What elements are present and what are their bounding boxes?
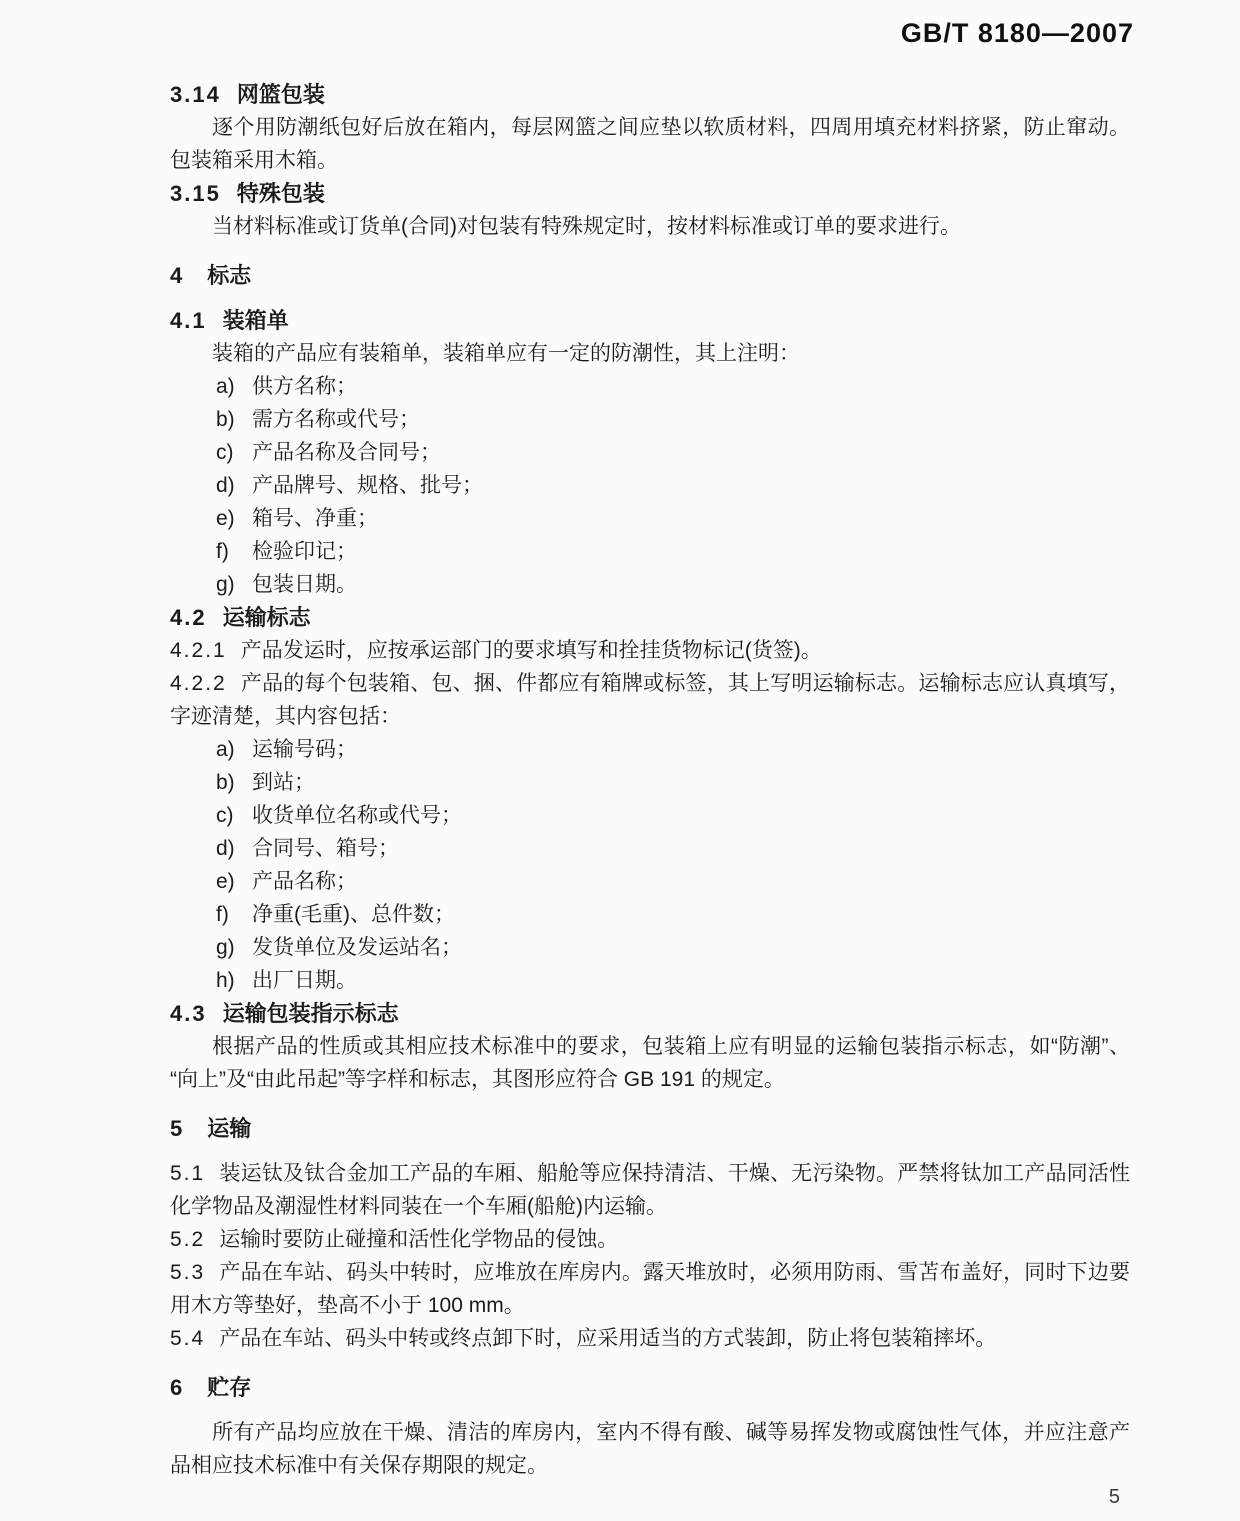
- list-item: [216, 403, 1130, 436]
- clause-text: 产品在车站、码头中转或终点卸下时，应采用适当的方式装卸，防止将包装箱摔坏。: [219, 1327, 997, 1350]
- list-item-marker: b): [216, 408, 235, 431]
- clause-text: 产品在车站、码头中转时，应堆放在库房内。露天堆放时，必须用防雨、雪苫布盖好，同时下边要用木方等垫好，垫高不小于 100 mm。: [170, 1261, 1130, 1317]
- chapter-heading: [170, 1112, 1130, 1145]
- section-heading: [170, 601, 1130, 634]
- list-item-marker: d): [216, 837, 235, 860]
- page-number: 5: [1108, 1486, 1120, 1508]
- heading-title: 运输标志: [222, 605, 311, 630]
- heading-title: 特殊包装: [236, 181, 325, 206]
- list-item: [216, 568, 1130, 601]
- list-item: [216, 964, 1130, 997]
- list-item-marker: f): [216, 540, 229, 563]
- clause-paragraph: [170, 1322, 1130, 1355]
- list-item-marker: a): [216, 738, 235, 761]
- heading-number: 3.15: [170, 181, 221, 206]
- paragraph: 根据产品的性质或其相应技术标准中的要求，包装箱上应有明显的运输包装指示标志，如“防潮”、“向上”及“由此吊起”等字样和标志，其图形应符合 GB 191 的规定。: [170, 1035, 1130, 1091]
- heading-title: 网篮包装: [236, 82, 325, 107]
- list-item: [216, 832, 1130, 865]
- heading-number: 4.2: [170, 605, 207, 630]
- paragraph: 所有产品均应放在干燥、清洁的库房内，室内不得有酸、碱等易挥发物或腐蚀性气体，并应注意产品相应技术标准中有关保存期限的规定。: [170, 1421, 1130, 1477]
- chapter-heading: [170, 259, 1130, 292]
- clause-text: 运输时要防止碰撞和活性化学物品的侵蚀。: [219, 1228, 619, 1251]
- list-item-text: 箱号、净重；: [252, 507, 378, 530]
- list-item: [216, 865, 1130, 898]
- list-item: [216, 436, 1130, 469]
- list-item: [216, 469, 1130, 502]
- list-item-marker: b): [216, 771, 235, 794]
- clause-text: 产品的每个包装箱、包、捆、件都应有箱牌或标签，其上写明运输标志。运输标志应认真填写，字迹清楚，其内容包括：: [170, 672, 1130, 728]
- clause-paragraph: [170, 1157, 1130, 1223]
- list-item-marker: h): [216, 969, 235, 992]
- list-item-text: 包装日期。: [252, 573, 357, 596]
- list-item-text: 检验印记；: [252, 540, 357, 563]
- list-item-text: 产品名称及合同号；: [252, 441, 441, 464]
- section-heading: [170, 78, 1130, 111]
- list-item-text: 运输号码；: [252, 738, 357, 761]
- clause-paragraph: [170, 1223, 1130, 1256]
- list-item: [216, 799, 1130, 832]
- list-item-text: 收货单位名称或代号；: [252, 804, 462, 827]
- list-item: [216, 931, 1130, 964]
- list-item: [216, 370, 1130, 403]
- heading-title: 运输: [207, 1116, 252, 1141]
- list-item-marker: g): [216, 573, 235, 596]
- heading-title: 标志: [207, 263, 252, 288]
- list-item-text: 产品牌号、规格、批号；: [252, 474, 483, 497]
- clause-paragraph: [170, 634, 1130, 667]
- chapter-heading: [170, 1371, 1130, 1404]
- list-item-text: 发货单位及发运站名；: [252, 936, 462, 959]
- list-item-marker: g): [216, 936, 235, 959]
- list-item: [216, 502, 1130, 535]
- heading-number: 4.3: [170, 1001, 207, 1026]
- heading-title: 运输包装指示标志: [222, 1001, 399, 1026]
- clause-paragraph: [170, 1256, 1130, 1322]
- heading-title: 装箱单: [222, 308, 289, 333]
- clause-number: 5.2: [170, 1228, 206, 1251]
- clause-number: 4.2.2: [170, 672, 227, 695]
- clause-number: 4.2.1: [170, 639, 227, 662]
- list-item-marker: c): [216, 804, 234, 827]
- list-item: [216, 535, 1130, 568]
- heading-number: 5: [170, 1116, 184, 1141]
- section-heading: [170, 304, 1130, 337]
- clause-number: 5.4: [170, 1327, 206, 1350]
- clause-text: 产品发运时，应按承运部门的要求填写和拴挂货物标记(货签)。: [240, 639, 822, 662]
- list-item-text: 到站；: [252, 771, 315, 794]
- list-item-marker: d): [216, 474, 235, 497]
- list-item-marker: f): [216, 903, 229, 926]
- list-item: [216, 766, 1130, 799]
- list-item-text: 出厂日期。: [252, 969, 357, 992]
- list-item: [216, 898, 1130, 931]
- paragraph: 当材料标准或订货单(合同)对包装有特殊规定时，按材料标准或订单的要求进行。: [212, 215, 961, 238]
- list-item-text: 供方名称；: [252, 375, 357, 398]
- paragraph: 装箱的产品应有装箱单，装箱单应有一定的防潮性，其上注明：: [212, 342, 800, 365]
- list-item-text: 合同号、箱号；: [252, 837, 399, 860]
- heading-number: 4.1: [170, 308, 207, 333]
- list-item: [216, 733, 1130, 766]
- section-heading: [170, 997, 1130, 1030]
- list-item-marker: c): [216, 441, 234, 464]
- document-body: [170, 78, 1130, 1482]
- list-item-marker: e): [216, 870, 235, 893]
- list-item-text: 净重(毛重)、总件数；: [252, 903, 455, 926]
- clause-text: 装运钛及钛合金加工产品的车厢、船舱等应保持清洁、干燥、无污染物。严禁将钛加工产品同活性化学物品及潮湿性材料同装在一个车厢(船舱)内运输。: [170, 1162, 1130, 1218]
- heading-number: 6: [170, 1375, 184, 1400]
- list-item-marker: a): [216, 375, 235, 398]
- heading-title: 贮存: [207, 1375, 252, 1400]
- heading-number: 3.14: [170, 82, 221, 107]
- standard-number: GB/T 8180—2007: [900, 18, 1134, 48]
- paragraph: 逐个用防潮纸包好后放在箱内，每层网篮之间应垫以软质材料，四周用填充材料挤紧，防止窜动。包装箱采用木箱。: [170, 116, 1130, 172]
- list-item-text: 产品名称；: [252, 870, 357, 893]
- clause-number: 5.3: [170, 1261, 206, 1284]
- list-item-text: 需方名称或代号；: [252, 408, 420, 431]
- list-item-marker: e): [216, 507, 235, 530]
- clause-paragraph: [170, 667, 1130, 733]
- clause-number: 5.1: [170, 1162, 206, 1185]
- heading-number: 4: [170, 263, 184, 288]
- section-heading: [170, 177, 1130, 210]
